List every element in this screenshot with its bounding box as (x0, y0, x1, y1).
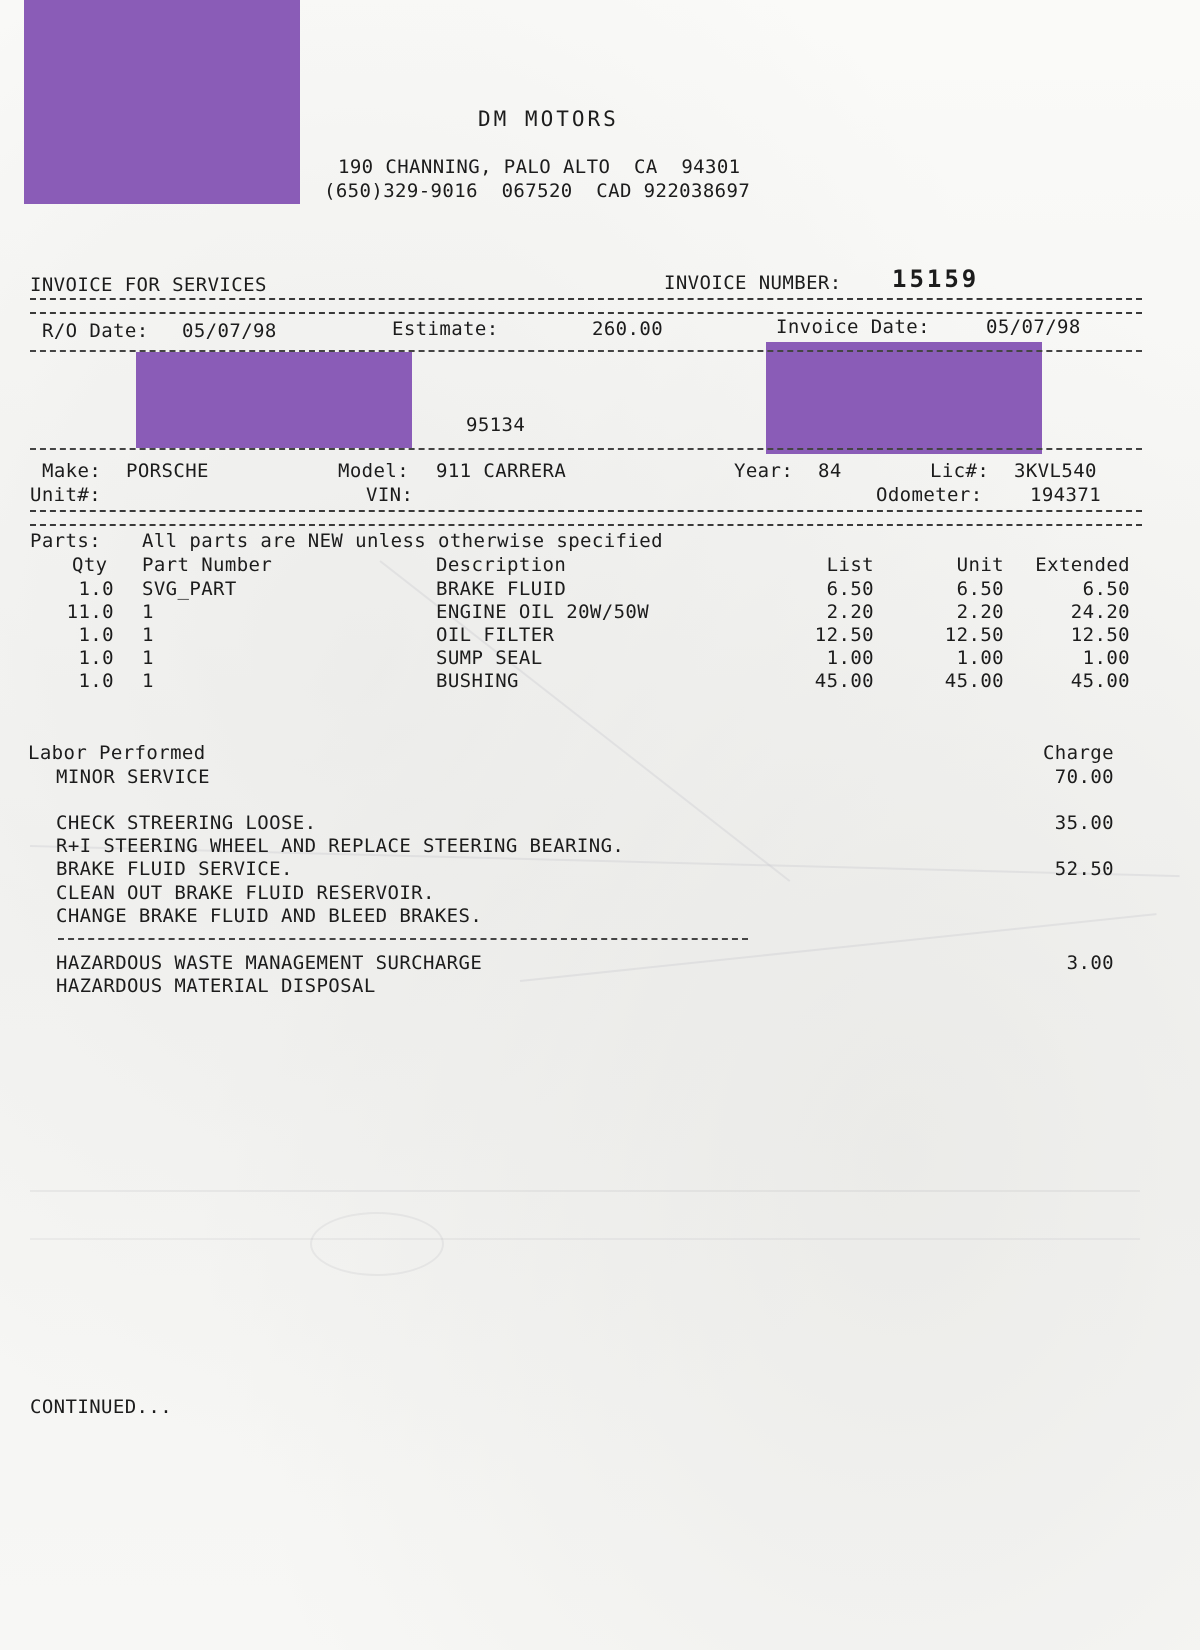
labor-label: Labor Performed (28, 742, 206, 764)
labor-line: BRAKE FLUID SERVICE. (56, 858, 293, 880)
odometer-label: Odometer: (876, 484, 983, 506)
year-label: Year: (734, 460, 794, 482)
row-part-number: 1 (142, 601, 154, 623)
row-qty: 1.0 (78, 670, 114, 692)
double-rule (30, 298, 1142, 314)
row-description: BRAKE FLUID (436, 578, 567, 600)
row-unit: 45.00 (944, 670, 1004, 692)
labor-line: HAZARDOUS WASTE MANAGEMENT SURCHARGE (56, 952, 483, 974)
ghost-line (30, 1190, 1140, 1192)
redacted-customer-info (136, 352, 412, 448)
row-description: OIL FILTER (436, 624, 555, 646)
col-unit-header: Unit (956, 554, 1004, 576)
row-extended: 6.50 (1082, 578, 1130, 600)
labor-line: CHECK STREERING LOOSE. (56, 812, 317, 834)
row-qty: 1.0 (78, 624, 114, 646)
odometer-value: 194371 (1030, 484, 1102, 506)
invoice-date-label: Invoice Date: (776, 316, 930, 338)
invoice-heading: INVOICE FOR SERVICES (30, 274, 267, 296)
row-description: SUMP SEAL (436, 647, 543, 669)
year-value: 84 (818, 460, 842, 482)
row-extended: 24.20 (1070, 601, 1130, 623)
row-qty: 1.0 (78, 647, 114, 669)
parts-note: All parts are NEW unless otherwise specified (142, 530, 663, 552)
row-unit: 2.20 (956, 601, 1004, 623)
labor-charge: 70.00 (1054, 766, 1114, 788)
lic-value: 3KVL540 (1014, 460, 1097, 482)
row-list: 45.00 (814, 670, 874, 692)
invoice-number: 15159 (892, 265, 980, 293)
double-rule (30, 510, 1142, 526)
unit-label: Unit#: (30, 484, 102, 506)
invoice-date: 05/07/98 (986, 316, 1081, 338)
row-extended: 12.50 (1070, 624, 1130, 646)
row-part-number: 1 (142, 624, 154, 646)
single-rule (30, 448, 1142, 450)
row-extended: 45.00 (1070, 670, 1130, 692)
row-part-number: 1 (142, 647, 154, 669)
col-qty-header: Qty (72, 554, 108, 576)
make-value: PORSCHE (126, 460, 209, 482)
invoice-number-label: INVOICE NUMBER: (664, 272, 842, 294)
row-qty: 1.0 (78, 578, 114, 600)
row-unit: 1.00 (956, 647, 1004, 669)
row-unit: 6.50 (956, 578, 1004, 600)
continued-note: CONTINUED... (30, 1396, 173, 1418)
row-qty: 11.0 (66, 601, 114, 623)
row-description: ENGINE OIL 20W/50W (436, 601, 650, 623)
company-phone: (650)329-9016 067520 CAD 922038697 (324, 180, 751, 202)
single-rule (58, 938, 748, 940)
labor-charge: 3.00 (1066, 952, 1114, 974)
model-value: 911 CARRERA (436, 460, 567, 482)
labor-line: MINOR SERVICE (56, 766, 210, 788)
row-extended: 1.00 (1082, 647, 1130, 669)
col-description-header: Description (436, 554, 567, 576)
ghost-line (30, 1238, 1140, 1240)
col-list-header: List (826, 554, 874, 576)
parts-label: Parts: (30, 530, 102, 552)
company-address: 190 CHANNING, PALO ALTO CA 94301 (338, 156, 741, 178)
row-list: 2.20 (826, 601, 874, 623)
ro-date-label: R/O Date: (42, 320, 149, 342)
row-part-number: SVG_PART (142, 578, 237, 600)
vin-label: VIN: (366, 484, 414, 506)
lic-label: Lic#: (930, 460, 990, 482)
labor-line: R+I STEERING WHEEL AND REPLACE STEERING BEARING. (56, 835, 625, 857)
row-part-number: 1 (142, 670, 154, 692)
customer-zip: 95134 (466, 414, 526, 436)
ghost-signature-shape (310, 1212, 444, 1276)
company-name: DM MOTORS (478, 107, 619, 131)
ro-date: 05/07/98 (182, 320, 277, 342)
col-part-number-header: Part Number (142, 554, 273, 576)
col-extended-header: Extended (1035, 554, 1130, 576)
make-label: Make: (42, 460, 102, 482)
row-list: 12.50 (814, 624, 874, 646)
labor-line: CHANGE BRAKE FLUID AND BLEED BRAKES. (56, 905, 483, 927)
model-label: Model: (338, 460, 410, 482)
row-unit: 12.50 (944, 624, 1004, 646)
redacted-contact-info (766, 342, 1042, 454)
redacted-logo (24, 0, 300, 204)
labor-charge: 52.50 (1054, 858, 1114, 880)
estimate-label: Estimate: (392, 318, 499, 340)
row-list: 6.50 (826, 578, 874, 600)
labor-line: HAZARDOUS MATERIAL DISPOSAL (56, 975, 376, 997)
labor-line: CLEAN OUT BRAKE FLUID RESERVOIR. (56, 882, 435, 904)
labor-charge: 35.00 (1054, 812, 1114, 834)
row-list: 1.00 (826, 647, 874, 669)
row-description: BUSHING (436, 670, 519, 692)
charge-header: Charge (1042, 742, 1114, 764)
estimate-value: 260.00 (592, 318, 664, 340)
single-rule (30, 350, 1142, 352)
